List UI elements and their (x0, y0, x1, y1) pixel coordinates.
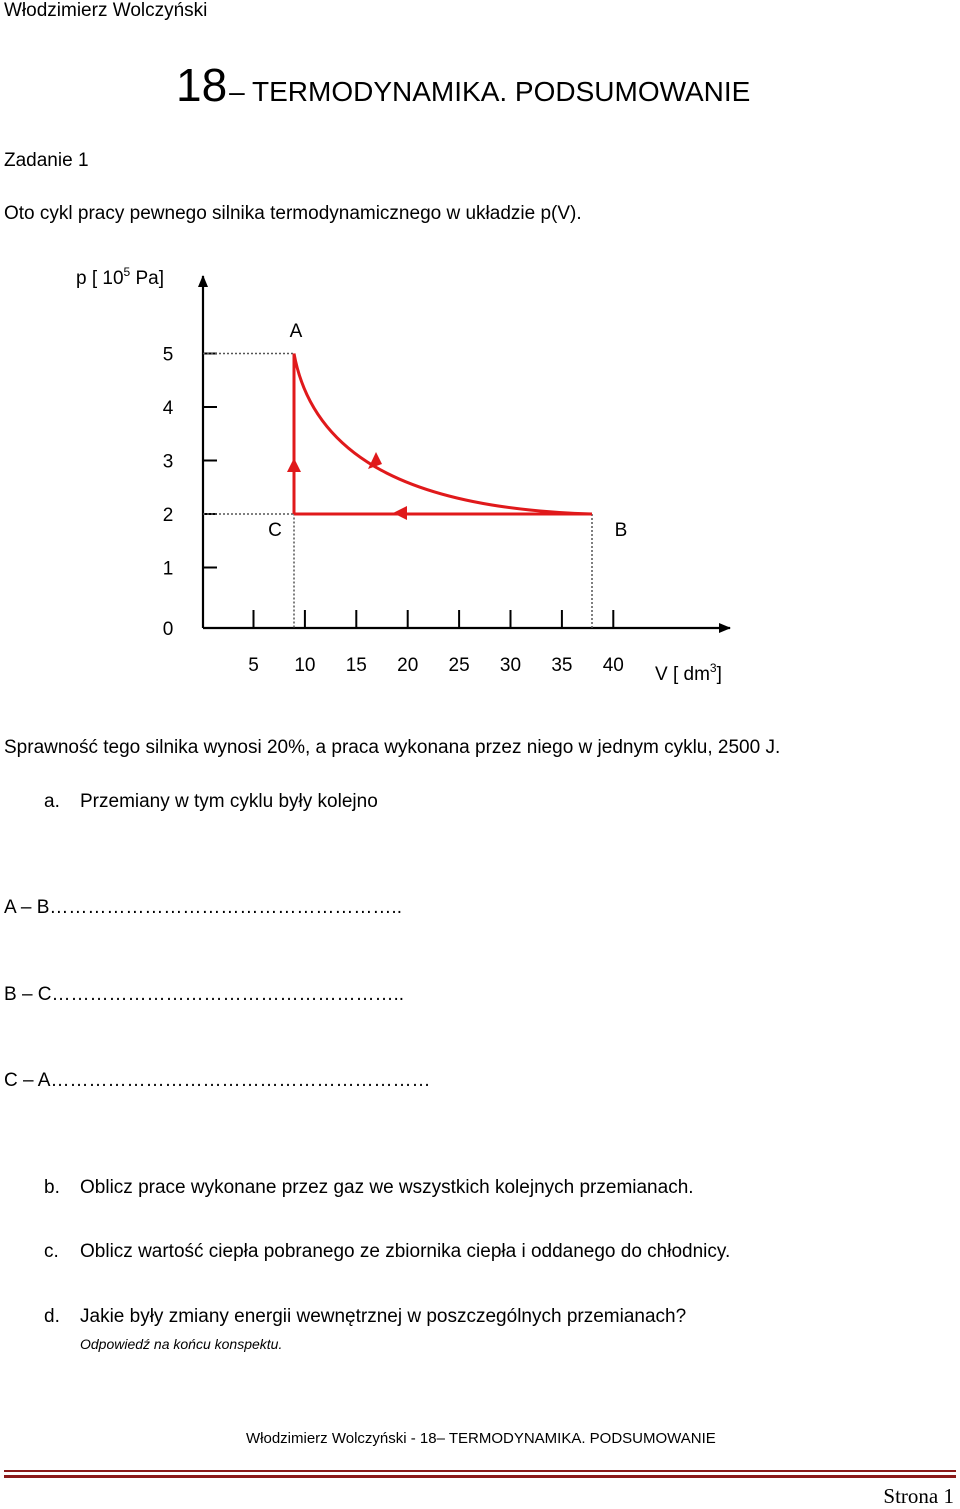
process-A-B (294, 354, 592, 515)
y-axis-label: p [ $10^5$ Pa] (76, 265, 165, 289)
question-c (44, 1241, 730, 1263)
footer-divider-thick (4, 1475, 956, 1478)
x-tick-label-15: 15 (345, 655, 367, 676)
title-number: 18 (176, 59, 228, 111)
y-tick-label-4: 4 (162, 398, 174, 419)
point-label-B: B (614, 520, 628, 541)
x-tick-label-20: 20 (397, 655, 419, 676)
question-d (44, 1306, 686, 1328)
pv-diagram (0, 250, 960, 700)
task-label: Zadanie 1 (4, 150, 89, 171)
point-label-A: A (289, 321, 303, 342)
question-a-label: a. (44, 791, 60, 812)
x-tick-label-5: 5 (248, 655, 259, 676)
point-label-C: C (268, 520, 282, 541)
x-tick-label-25: 25 (448, 655, 470, 676)
task-intro: Oto cykl pracy pewnego silnika termodynamicznego w układzie p(V). (4, 203, 582, 224)
author-name: Włodzimierz Wolczyński (4, 0, 208, 21)
page-number: Strona 1 (883, 1484, 954, 1508)
blank-c-a: C – A…………………………………………………… (4, 1070, 431, 1091)
question-d-text: Jakie były zmiany energii wewnętrznej w poszczególnych przemianach? (80, 1306, 687, 1327)
y-tick-label-5: 5 (162, 344, 174, 366)
title-text: – TERMODYNAMIKA. PODSUMOWANIE (229, 76, 751, 107)
y-tick-label-0: 0 (162, 619, 174, 640)
question-a-text: Przemiany w tym cyklu były kolejno (80, 791, 378, 812)
x-tick-label-30: 30 (499, 655, 522, 676)
y-tick-label-2: 2 (162, 505, 174, 526)
question-d-label: d. (44, 1306, 60, 1327)
arrow-A-B (368, 452, 382, 469)
question-c-text: Oblicz wartość ciepła pobranego ze zbiornika ciepła i oddanego do chłodnicy. (80, 1241, 731, 1262)
y-tick-label-3: 3 (162, 451, 174, 473)
question-b-label: b. (44, 1177, 60, 1198)
page-title (176, 58, 750, 112)
question-b-text: Oblicz prace wykonane przez gaz we wszystkich kolejnych przemianach. (80, 1177, 694, 1198)
x-tick-label-40: 40 (602, 655, 624, 676)
arrow-C-A (287, 458, 301, 472)
question-a (44, 791, 378, 813)
x-axis-label: V [ $dm^3$] (655, 661, 722, 685)
arrow-B-C (393, 506, 407, 520)
blank-a-b: A – B……………………………………………….. (4, 897, 402, 918)
y-tick-label-1: 1 (162, 558, 174, 580)
task-statement: Sprawność tego silnika wynosi 20%, a praca wykonana przez niego w jednym cyklu, 2500 J. (4, 737, 781, 758)
x-tick-label-10: 10 (294, 655, 316, 676)
answer-note: Odpowiedź na końcu konspektu. (80, 1336, 283, 1352)
blank-b-c: B – C……………………………………………….. (4, 984, 405, 1005)
footer-text: Włodzimierz Wolczyński - 18– TERMODYNAMIKA. PODSUMOWANIE (246, 1430, 716, 1447)
question-c-label: c. (44, 1241, 59, 1262)
x-tick-label-35: 35 (551, 655, 573, 676)
question-b (44, 1177, 694, 1199)
footer-divider (4, 1470, 956, 1472)
